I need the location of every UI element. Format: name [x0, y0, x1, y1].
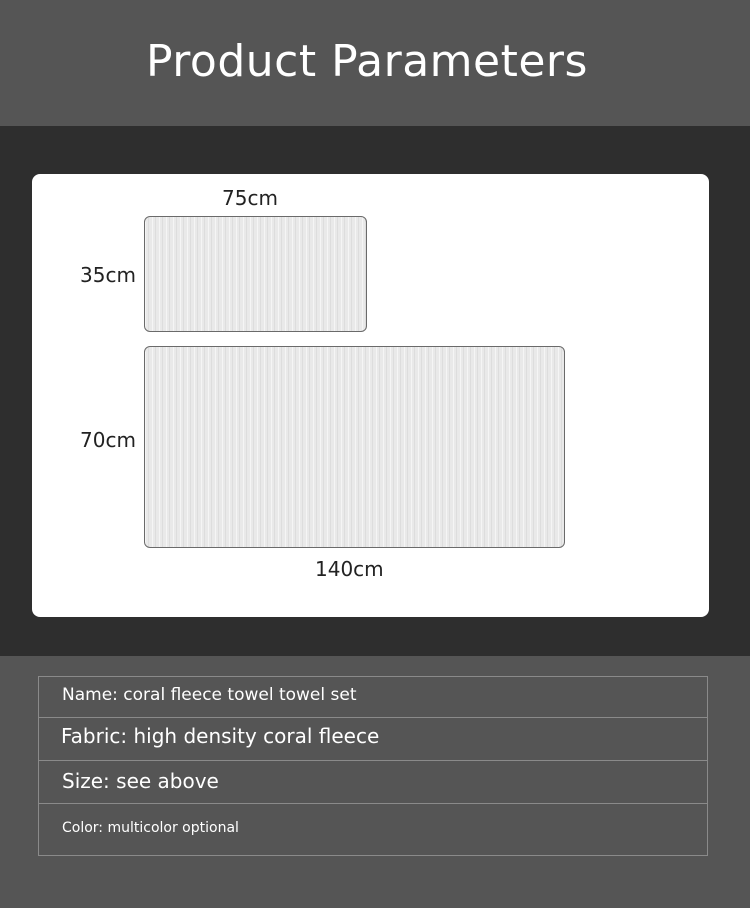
- param-row-fabric: [39, 718, 707, 761]
- small-towel-width-label: 75cm: [222, 186, 278, 210]
- large-towel-height-label: 70cm: [80, 428, 136, 452]
- large-towel-width-label: 140cm: [315, 557, 384, 581]
- small-towel-height-label: 35cm: [80, 263, 136, 287]
- param-color-text: Color: multicolor optional: [62, 819, 239, 836]
- param-fabric-text: Fabric: high density coral fleece: [61, 724, 380, 748]
- param-size-text: Size: see above: [62, 768, 219, 793]
- param-row-name: [39, 677, 707, 718]
- param-row-size: [39, 761, 707, 804]
- header: [0, 0, 750, 126]
- param-name-text: Name: coral fleece towel towel set: [62, 684, 357, 705]
- size-diagram-card: [32, 174, 709, 617]
- small-towel-illustration: [144, 216, 367, 332]
- page-title: Product Parameters: [146, 35, 588, 87]
- parameters-table: [38, 676, 708, 856]
- param-row-color: [39, 804, 707, 855]
- large-towel-illustration: [144, 346, 565, 548]
